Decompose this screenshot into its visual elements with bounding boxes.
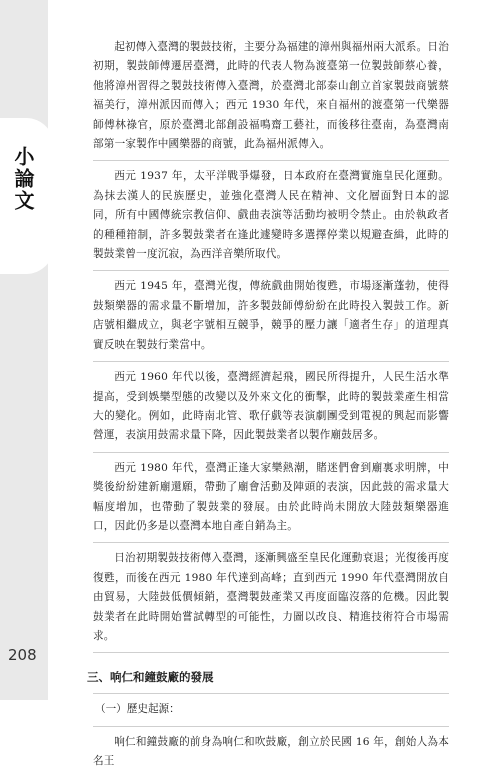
paragraph-divider bbox=[93, 652, 449, 653]
paragraph-divider bbox=[93, 361, 449, 362]
paragraph-divider bbox=[93, 452, 449, 453]
section-heading: 三、响仁和鐘鼓廠的發展 bbox=[87, 670, 214, 685]
paragraph-3: 西元 1945 年，臺灣光復，傳統戲曲開始復甦，市場逐漸蓬勃，使得鼓類樂器的需求量不斷增加，許多製鼓師傅紛紛在此時投入製鼓工作。新店號相繼成立，與老字號相互競爭，競爭的壓力讓「適者生存」的道理真實反映在製鼓行業當中。 bbox=[93, 280, 449, 351]
paragraph-5: 西元 1980 年代，臺灣正逢大家樂熱潮，賭迷們會到廟裏求明牌，中獎後紛紛建新廟還願，帶動了廟會活動及陣頭的表演，因此鼓的需求量大幅度增加，也帶動了製鼓業的發展。由於此時尚未開放大陸鼓類樂器進口，因此仍多是以臺灣本地自產自銷為主。 bbox=[93, 461, 449, 532]
side-section-label: 小論文 bbox=[11, 146, 35, 212]
page-number: 208 bbox=[8, 646, 37, 664]
heading-divider bbox=[93, 726, 449, 727]
paragraph-divider bbox=[93, 160, 449, 161]
paragraph-4: 西元 1960 年代以後，臺灣經濟起飛，國民所得提升，人民生活水準提高，受到娛樂型態的改變以及外來文化的衝擊，此時的製鼓業產生相當大的變化。例如，此時南北管、歌仔戲等表演劇團受到電視的興起而影響營運，表演用鼓需求量下降，因此製鼓業者以製作廟鼓居多。 bbox=[93, 371, 449, 442]
sub-heading: （一）歷史起源： bbox=[95, 703, 180, 716]
side-strip bbox=[0, 0, 48, 700]
paragraph-1: 起初傳入臺灣的製鼓技術，主要分為福建的漳州與福州兩大派系。日治初期，製鼓師傅遷居臺灣，此時的代表人物為渡臺第一位製鼓師蔡心養，他將漳州習得之製鼓技術傳入臺灣，於臺灣北部泰山創立首家製鼓商號蔡福美行，漳州派因而傳入；西元 1930 年代，來自福州的渡臺第一代樂器師傅林祿官，原於臺灣北部創設福鳴齋工藝社，而後移往臺南，為臺灣南部第一家製作中國樂器的商號，此為福州派傳入。 bbox=[93, 41, 449, 151]
heading-divider bbox=[93, 693, 449, 694]
paragraph-6: 日治初期製鼓技術傳入臺灣，逐漸興盛至皇民化運動衰退；光復後再度復甦，而後在西元 1980 年代達到高峰；直到西元 1990 年代臺灣開放自由貿易，大陸鼓低價傾銷，臺灣製鼓產業又再度面臨沒落的危機。因此製鼓業者在此時開始嘗試轉型的可能性，力圖以改良、精進技術符合市場需求。 bbox=[93, 552, 449, 642]
paragraph-7: 响仁和鐘鼓廠的前身為响仁和吹鼓廠，創立於民國 16 年，創始人為本名王 bbox=[93, 735, 449, 768]
paragraph-divider bbox=[93, 542, 449, 543]
article-body bbox=[87, 38, 449, 778]
paragraph-divider bbox=[93, 270, 449, 271]
paragraph-2: 西元 1937 年，太平洋戰爭爆發，日本政府在臺灣實施皇民化運動。為抹去漢人的民族歷史，並強化臺灣人民在精神、文化層面對日本的認同，所有中國傳統宗教信仰、戲曲表演等活動均被明令禁止。由於執政者的種種箝制，許多製鼓業者在逢此遽變時多選擇停業以規避查緝，此時的製鼓業曾一度沉寂，為西洋音樂所取代。 bbox=[93, 170, 449, 261]
